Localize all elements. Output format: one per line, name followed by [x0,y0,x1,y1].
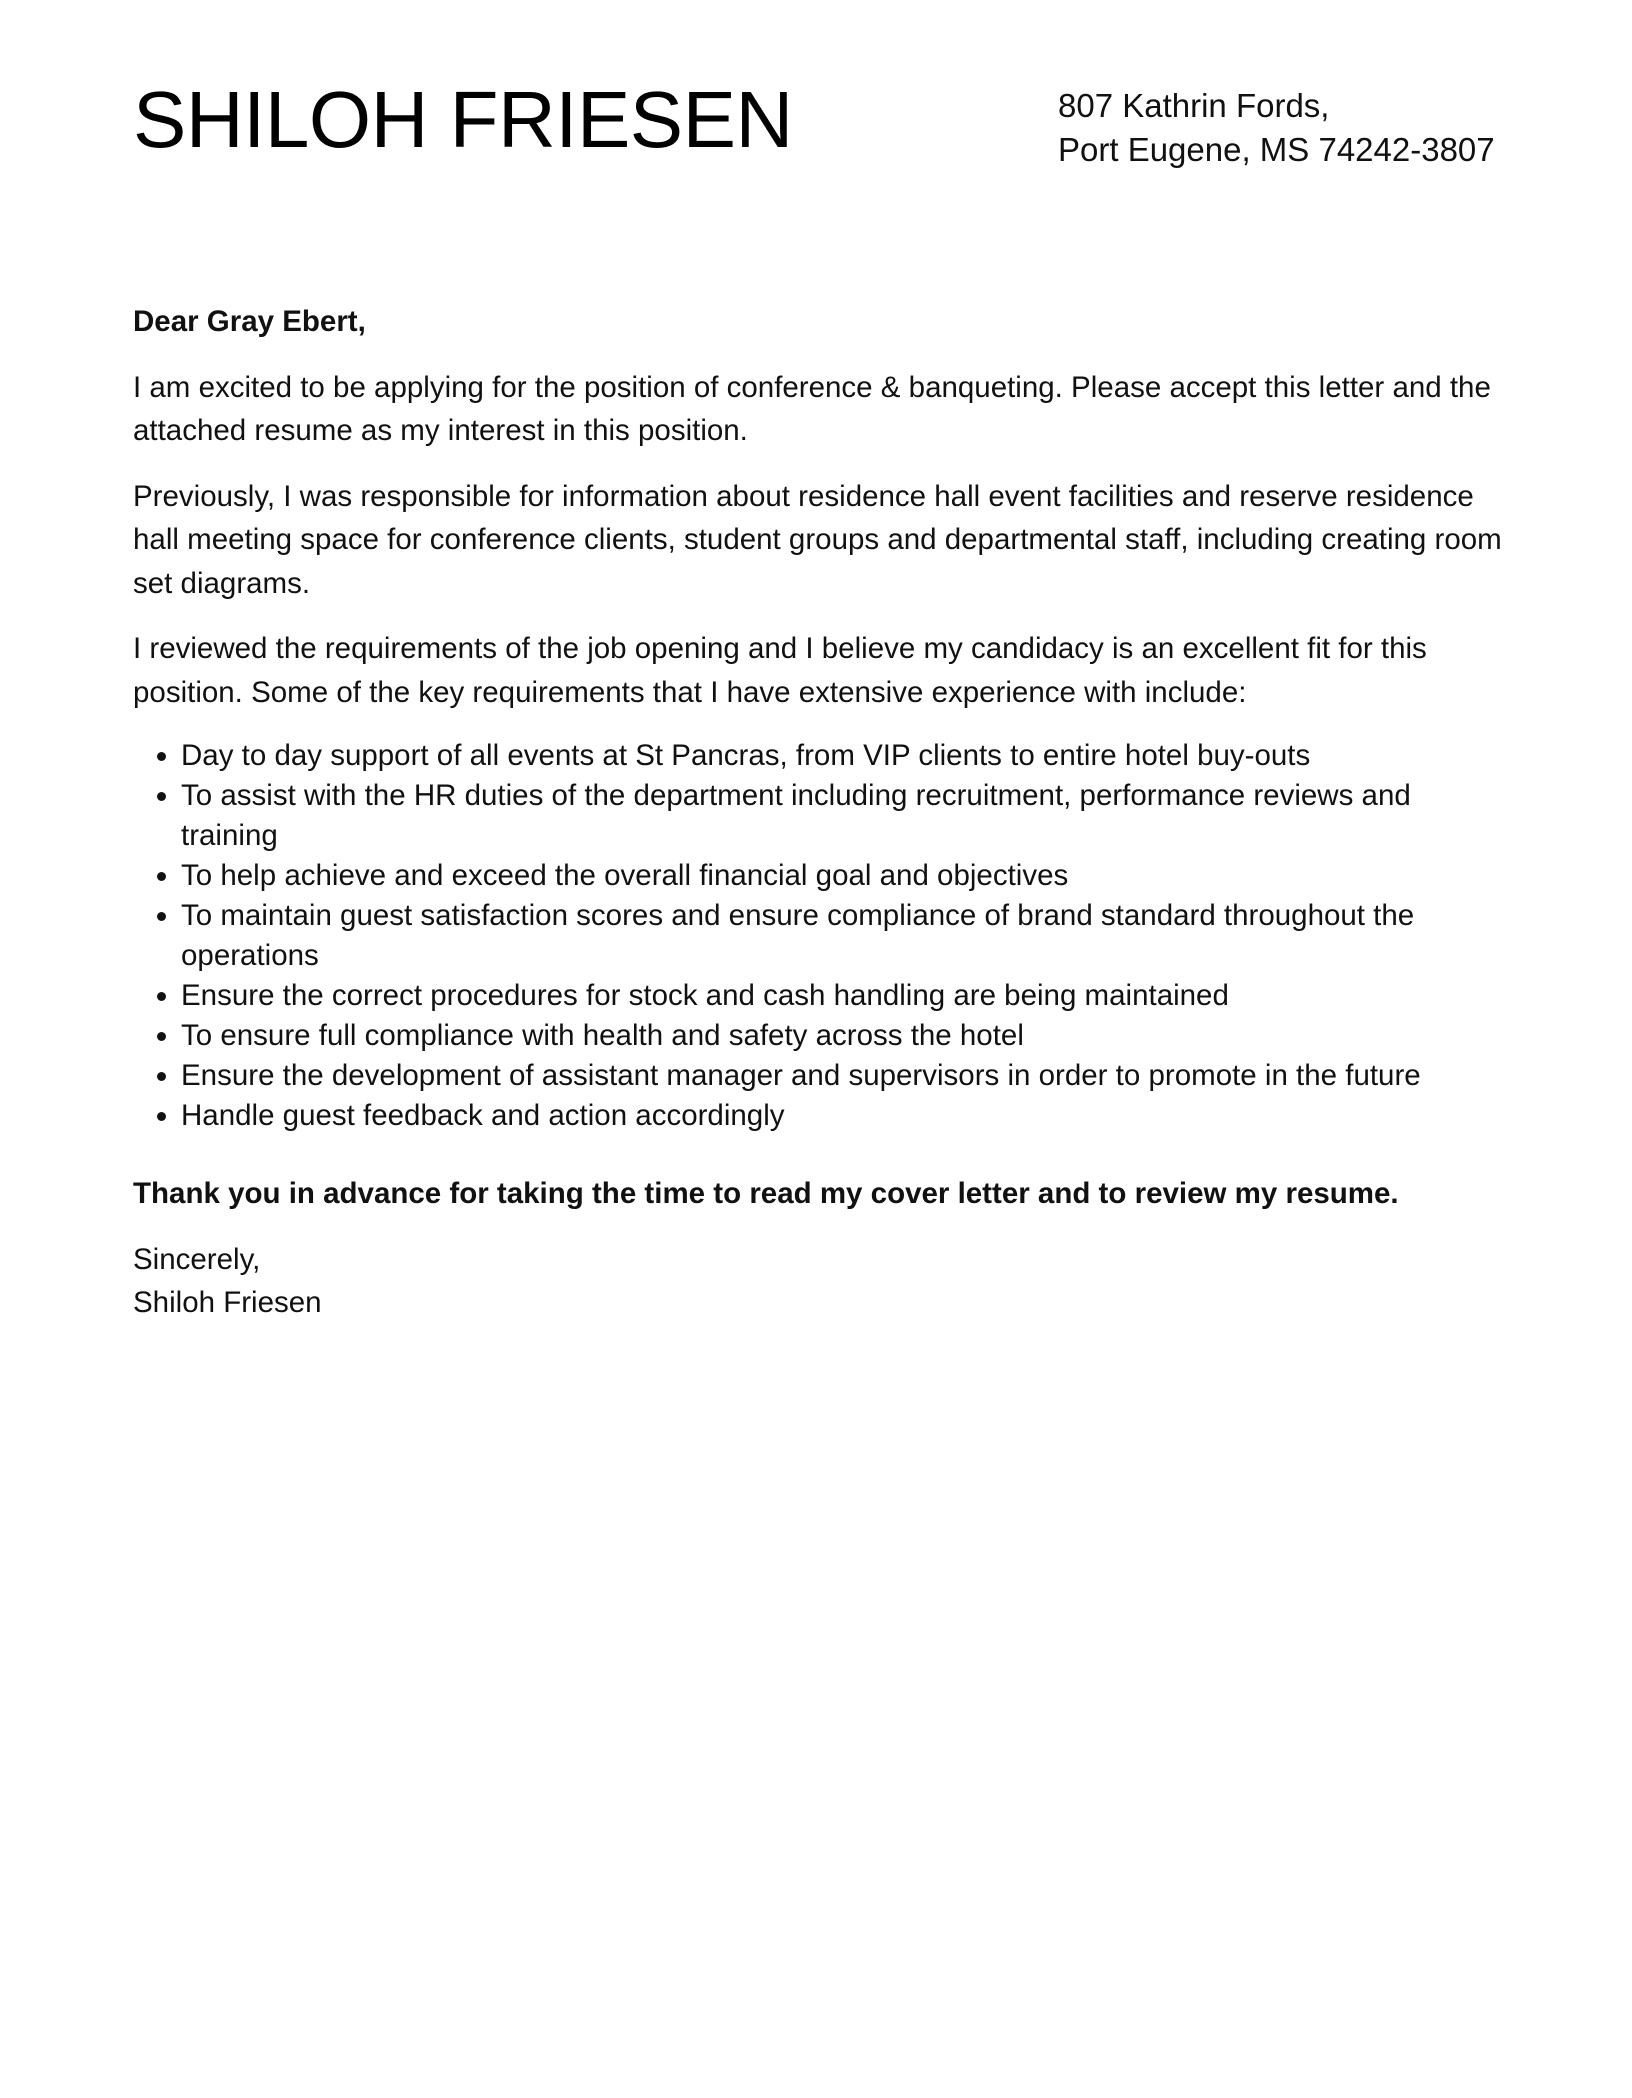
signoff-phrase: Sincerely, [133,1242,261,1276]
closing-statement: Thank you in advance for taking the time to read my cover letter and to review my resume. [133,1177,1399,1210]
list-item: • Ensure the development of assistant manager and supervisors in order to promote in the future [181,1056,1503,1096]
paragraph-requirements-intro: I reviewed the requirements of the job opening and I believe my candidacy is an excellent fit for this position. Some of the key requirements that I have extensive experience with include: [133,632,1427,709]
list-item: • To ensure full compliance with health and safety across the hotel [181,1016,1503,1056]
salutation: Dear Gray Ebert, [133,305,366,338]
applicant-address [1058,84,1495,172]
address-line-2: Port Eugene, MS 74242-3807 [1058,131,1495,168]
letter-body [133,300,1503,1325]
paragraph-experience: Previously, I was responsible for information about residence hall event facilities and reserve residence hall meeting space for conference clients, student groups and departmental staff, including creating room set diagrams. [133,479,1502,600]
list-item: • Day to day support of all events at St Pancras, from VIP clients to entire hotel buy-outs [181,736,1503,776]
address-line-1: 807 Kathrin Fords, [1058,87,1330,124]
list-item: • Handle guest feedback and action accordingly [181,1096,1503,1136]
signature-name: Shiloh Friesen [133,1286,322,1319]
letter-header [133,74,1503,184]
list-item: • To help achieve and exceed the overall financial goal and objectives [181,856,1503,896]
requirements-list [133,736,1503,1136]
applicant-name: SHILOH FRIESEN [133,75,793,164]
list-item: • To assist with the HR duties of the department including recruitment, performance reviews and training [181,776,1503,856]
list-item: • Ensure the correct procedures for stock and cash handling are being maintained [181,976,1503,1016]
signoff [133,1238,1503,1325]
list-item: • To maintain guest satisfaction scores and ensure compliance of brand standard throughout the operations [181,896,1503,976]
paragraph-intro: I am excited to be applying for the position of conference & banqueting. Please accept this letter and the attached resume as my interest in this position. [133,370,1491,447]
